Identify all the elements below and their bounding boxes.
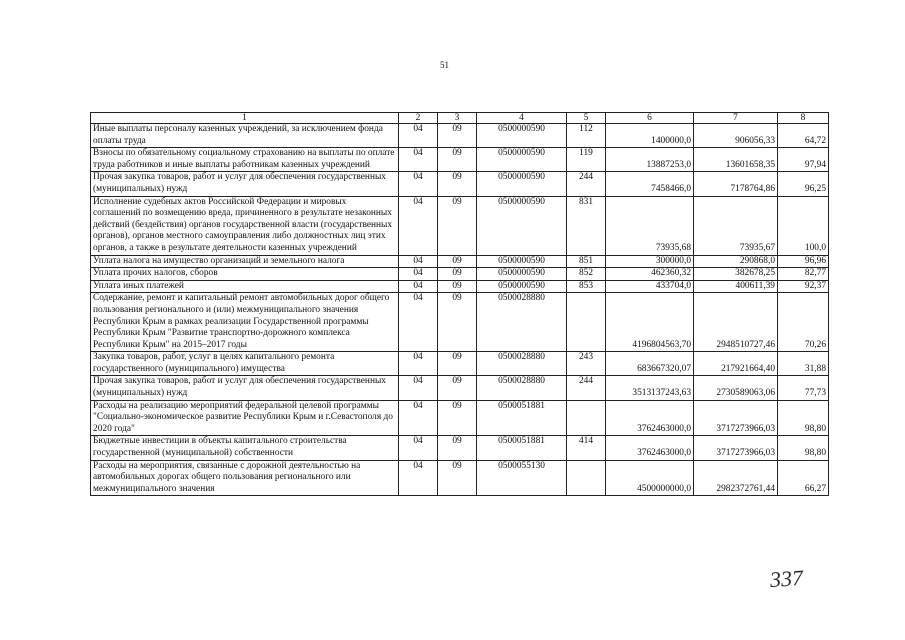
target-article-code: 0500000590: [477, 196, 567, 255]
expense-name: Уплата иных платежей: [91, 280, 399, 293]
subsection-code: 09: [438, 376, 477, 400]
section-code: 04: [399, 172, 438, 196]
expense-name: Исполнение судебных актов Российской Федерации и мировых соглашений по возмещению вреда, причиненного в результате незаконных действий (бездействия) органов государственной власти (государственных органов), органов местного самоуправления либо должностных лиц этих органов, а также в результате деятельности казенных учреждений: [91, 196, 399, 255]
subsection-code: 09: [438, 268, 477, 281]
expense-type-code: 852: [567, 268, 606, 281]
expense-type-code: 851: [567, 255, 606, 268]
header-col-8: 8: [778, 113, 829, 124]
expense-type-code: 112: [567, 124, 606, 148]
table-row: [91, 124, 829, 148]
expense-name: Прочая закупка товаров, работ и услуг для обеспечения государственных (муниципальных) нужд: [91, 376, 399, 400]
execution-percent: 98,80: [778, 436, 829, 460]
target-article-code: 0500000590: [477, 255, 567, 268]
planned-amount: 4500000000,0: [606, 460, 694, 496]
target-article-code: 0500028880: [477, 352, 567, 376]
actual-amount: 2730589063,06: [694, 376, 778, 400]
execution-percent: 96,96: [778, 255, 829, 268]
section-code: 04: [399, 280, 438, 293]
actual-amount: 906056,33: [694, 124, 778, 148]
actual-amount: 290868,0: [694, 255, 778, 268]
target-article-code: 0500000590: [477, 124, 567, 148]
section-code: 04: [399, 268, 438, 281]
section-code: 04: [399, 255, 438, 268]
planned-amount: 4196804563,70: [606, 293, 694, 352]
subsection-code: 09: [438, 172, 477, 196]
section-code: 04: [399, 352, 438, 376]
planned-amount: 1400000,0: [606, 124, 694, 148]
section-code: 04: [399, 196, 438, 255]
execution-percent: 97,94: [778, 148, 829, 172]
expense-type-code: [567, 400, 606, 436]
planned-amount: 13887253,0: [606, 148, 694, 172]
header-col-5: 5: [567, 113, 606, 124]
section-code: 04: [399, 148, 438, 172]
planned-amount: 462360,32: [606, 268, 694, 281]
execution-percent: 96,25: [778, 172, 829, 196]
section-code: 04: [399, 293, 438, 352]
execution-percent: 64,72: [778, 124, 829, 148]
subsection-code: 09: [438, 460, 477, 496]
expense-type-code: 853: [567, 280, 606, 293]
subsection-code: 09: [438, 400, 477, 436]
table-row: [91, 400, 829, 436]
execution-percent: 70,26: [778, 293, 829, 352]
expense-name: Иные выплаты персоналу казенных учреждений, за исключением фонда оплаты труда: [91, 124, 399, 148]
expense-name: Бюджетные инвестиции в объекты капитального строительства государственной (муниципальной) собственности: [91, 436, 399, 460]
target-article-code: 0500051881: [477, 400, 567, 436]
planned-amount: 433704,0: [606, 280, 694, 293]
execution-percent: 98,80: [778, 400, 829, 436]
expense-type-code: 119: [567, 148, 606, 172]
execution-percent: 82,77: [778, 268, 829, 281]
subsection-code: 09: [438, 148, 477, 172]
table-row: [91, 268, 829, 281]
expense-type-code: 831: [567, 196, 606, 255]
execution-percent: 92,37: [778, 280, 829, 293]
planned-amount: 3513137243,63: [606, 376, 694, 400]
target-article-code: 0500051881: [477, 436, 567, 460]
target-article-code: 0500028880: [477, 376, 567, 400]
table-row: [91, 376, 829, 400]
section-code: 04: [399, 376, 438, 400]
expense-name: Расходы на мероприятия, связанные с дорожной деятельностью на автомобильных дорогах общего пользования регионального или межмуниципального значения: [91, 460, 399, 496]
table-row: [91, 293, 829, 352]
subsection-code: 09: [438, 124, 477, 148]
expense-type-code: 243: [567, 352, 606, 376]
table-row: [91, 148, 829, 172]
expense-type-code: 244: [567, 172, 606, 196]
header-col-2: 2: [399, 113, 438, 124]
planned-amount: 7458466,0: [606, 172, 694, 196]
table-row: [91, 255, 829, 268]
page-number: 51: [440, 60, 449, 70]
actual-amount: 13601658,35: [694, 148, 778, 172]
target-article-code: 0500000590: [477, 280, 567, 293]
expense-name: Закупка товаров, работ, услуг в целях капитального ремонта государственного (муниципального) имущества: [91, 352, 399, 376]
planned-amount: 3762463000,0: [606, 400, 694, 436]
table-row: [91, 436, 829, 460]
expense-name: Уплата налога на имущество организаций и земельного налога: [91, 255, 399, 268]
handwritten-page-stamp: 337: [769, 564, 804, 593]
execution-percent: 66,27: [778, 460, 829, 496]
header-col-4: 4: [477, 113, 567, 124]
section-code: 04: [399, 400, 438, 436]
actual-amount: 7178764,86: [694, 172, 778, 196]
expense-name: Уплата прочих налогов, сборов: [91, 268, 399, 281]
subsection-code: 09: [438, 196, 477, 255]
expense-name: Расходы на реализацию мероприятий федеральной целевой программы "Социально-экономическое развитие Республики Крым и г.Севастополя до 2020 года": [91, 400, 399, 436]
execution-percent: 31,88: [778, 352, 829, 376]
header-col-7: 7: [694, 113, 778, 124]
actual-amount: 382678,25: [694, 268, 778, 281]
expense-type-code: 244: [567, 376, 606, 400]
expense-name: Взносы по обязательному социальному страхованию на выплаты по оплате труда работников и иные выплаты работникам казенных учреждений: [91, 148, 399, 172]
planned-amount: 3762463000,0: [606, 436, 694, 460]
planned-amount: 73935,68: [606, 196, 694, 255]
actual-amount: 73935,67: [694, 196, 778, 255]
expense-type-code: [567, 460, 606, 496]
planned-amount: 683667320,07: [606, 352, 694, 376]
expense-name: Прочая закупка товаров, работ и услуг для обеспечения государственных (муниципальных) нужд: [91, 172, 399, 196]
target-article-code: 0500028880: [477, 293, 567, 352]
header-col-3: 3: [438, 113, 477, 124]
target-article-code: 0500000590: [477, 172, 567, 196]
section-code: 04: [399, 436, 438, 460]
actual-amount: 3717273966,03: [694, 400, 778, 436]
execution-percent: 100,0: [778, 196, 829, 255]
subsection-code: 09: [438, 436, 477, 460]
table-row: [91, 352, 829, 376]
actual-amount: 2948510727,46: [694, 293, 778, 352]
table-row: [91, 172, 829, 196]
actual-amount: 3717273966,03: [694, 436, 778, 460]
planned-amount: 300000,0: [606, 255, 694, 268]
column-number-header: [91, 113, 829, 124]
table-row: [91, 280, 829, 293]
header-col-1: 1: [91, 113, 399, 124]
expense-name: Содержание, ремонт и капитальный ремонт автомобильных дорог общего пользования регионального и (или) межмуниципального значения Республики Крым в рамках реализации Государственной программы Республики Крым "Развитие транспортно-дорожного комплекса Республики Крым" на 2015–2017 годы: [91, 293, 399, 352]
subsection-code: 09: [438, 352, 477, 376]
target-article-code: 0500055130: [477, 460, 567, 496]
actual-amount: 400611,39: [694, 280, 778, 293]
subsection-code: 09: [438, 255, 477, 268]
table-row: [91, 460, 829, 496]
actual-amount: 217921664,40: [694, 352, 778, 376]
section-code: 04: [399, 460, 438, 496]
budget-table: [90, 112, 829, 496]
subsection-code: 09: [438, 280, 477, 293]
expense-type-code: 414: [567, 436, 606, 460]
expense-type-code: [567, 293, 606, 352]
execution-percent: 77,73: [778, 376, 829, 400]
header-col-6: 6: [606, 113, 694, 124]
target-article-code: 0500000590: [477, 148, 567, 172]
subsection-code: 09: [438, 293, 477, 352]
target-article-code: 0500000590: [477, 268, 567, 281]
actual-amount: 2982372761,44: [694, 460, 778, 496]
table-row: [91, 196, 829, 255]
section-code: 04: [399, 124, 438, 148]
